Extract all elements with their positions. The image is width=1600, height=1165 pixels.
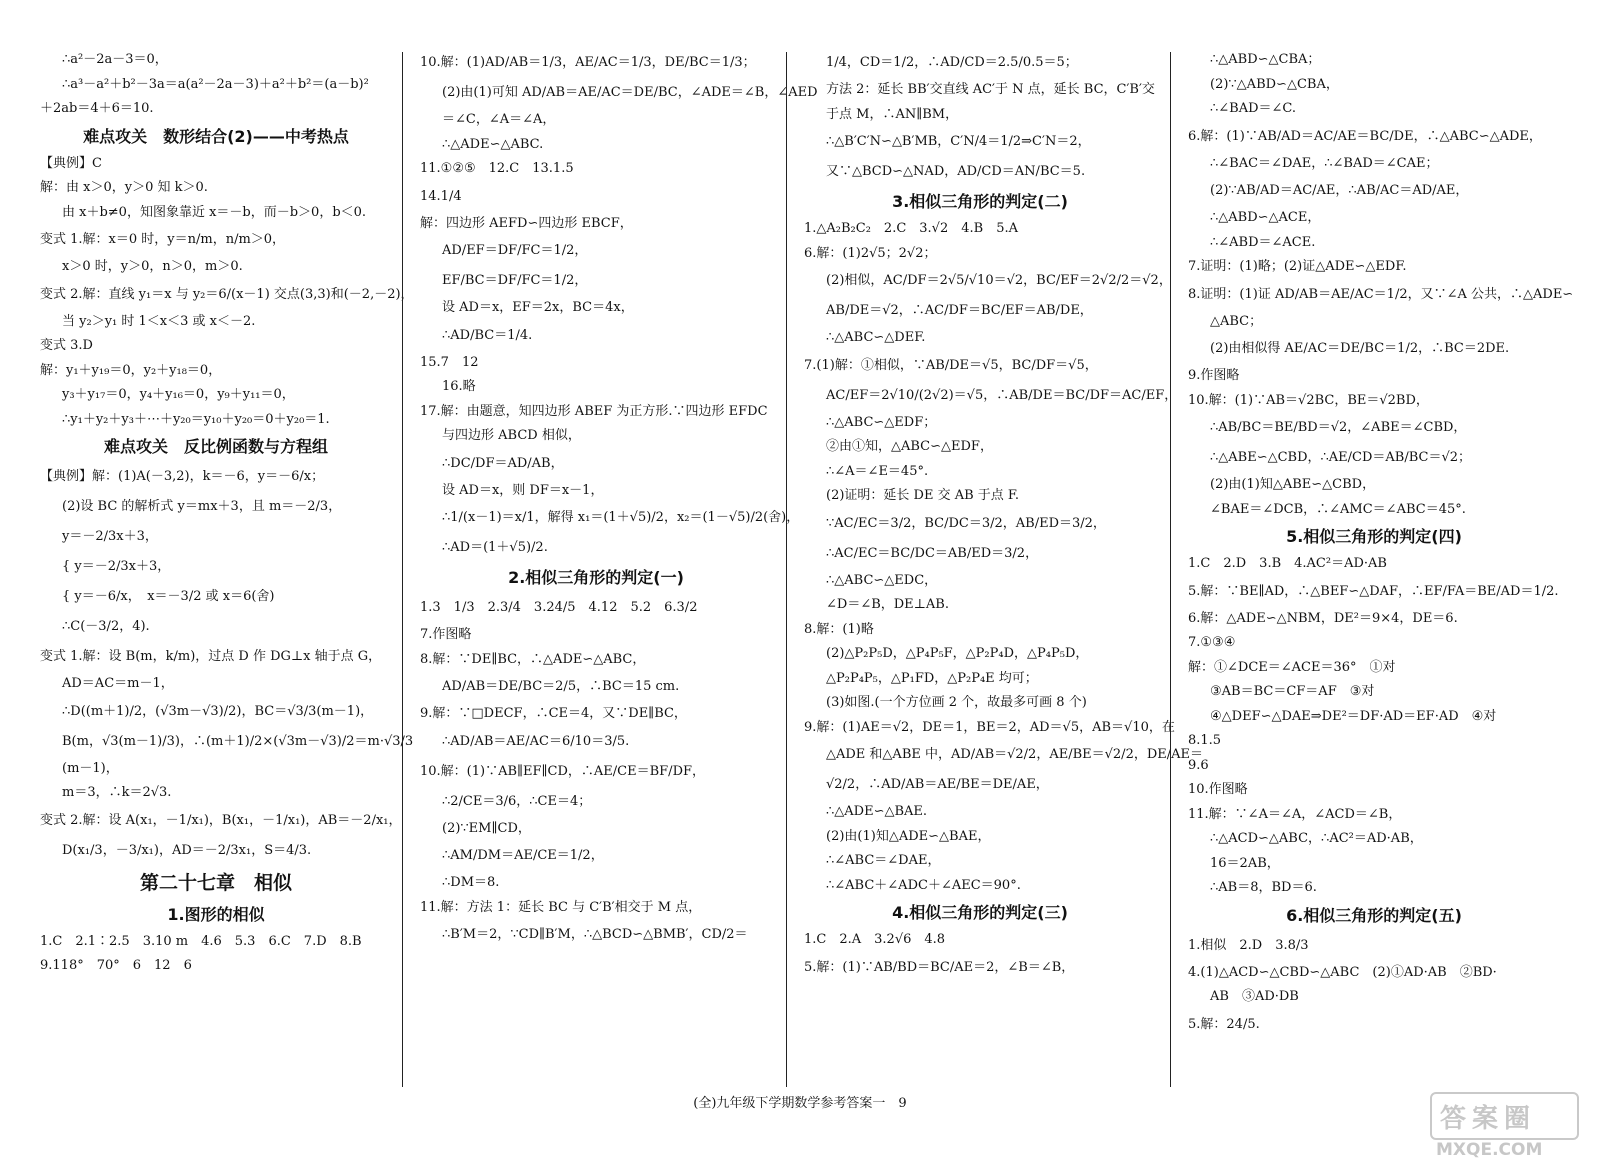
- answer-line: △ADE 和△ABE 中，AD/AB＝√2/2，AE/BE＝√2/2，DE/AE＝: [826, 747, 1204, 762]
- answer-line: x＞0 时，y＞0，n＞0，m＞0.: [62, 259, 243, 274]
- answer-line: ∴△ABD∽△ACE，: [1210, 210, 1321, 225]
- answer-line: ∴∠BAD＝∠C.: [1210, 101, 1297, 116]
- answer-line: 【典例】C: [40, 155, 102, 171]
- answer-line: 7.作图略: [420, 627, 472, 642]
- answer-line: 变式 1.解：设 B(m，k/m)，过点 D 作 DG⊥x 轴于点 G，: [40, 649, 382, 664]
- answer-line: ∠D＝∠B，DE⊥AB.: [826, 597, 949, 612]
- answer-line: 1.△A₂B₂C₂ 2.C 3.√2 4.B 5.A: [804, 221, 1018, 236]
- answer-line: 10.解：(1)∵AB＝√2BC，BE＝√2BD，: [1188, 392, 1429, 408]
- answer-line: 由 x＋b≠0，知图象靠近 x＝－b，而－b＞0，b＜0.: [62, 204, 367, 220]
- answer-line: ∴DC/DF＝AD/AB，: [442, 455, 564, 471]
- answer-line: AB ③AD·DB: [1210, 989, 1299, 1004]
- answer-line: 与四边形 ABCD 相似，: [442, 428, 581, 443]
- answer-line: (2)△P₂P₅D，△P₄P₅F，△P₂P₄D，△P₄P₅D，: [826, 646, 1089, 661]
- answer-line: △P₂P₄P₅，△P₁FD，△P₂P₄E 均可；: [826, 670, 1038, 686]
- answer-line: (2)证明：延长 DE 交 AB 于点 F.: [826, 488, 1020, 503]
- answer-line: 8.解：∵DE∥BC，∴△ADE∽△ABC，: [420, 651, 646, 667]
- answer-line: 1/4，CD＝1/2，∴AD/CD＝2.5/0.5＝5；: [826, 55, 1078, 70]
- answer-line: ∴a³－a²＋b²－3a＝a(a²－2a－3)＋a²＋b²＝(a－b)²: [62, 76, 369, 92]
- section-heading: 5.相似三角形的判定(四): [1286, 527, 1462, 546]
- answer-line: 11.解：∵∠A＝∠A，∠ACD＝∠B，: [1188, 806, 1402, 822]
- answer-line: 8.证明：(1)证 AD/AB＝AE/AC＝1/2，又∵∠A 公共，∴△ADE∽: [1188, 286, 1574, 302]
- answer-line: m＝3，∴k＝2√3.: [62, 785, 172, 800]
- answer-line: 解：y₁＋y₁₉＝0，y₂＋y₁₈＝0，: [40, 362, 222, 378]
- answer-line: 解：由 x＞0，y＞0 知 k＞0.: [40, 180, 208, 195]
- answer-line: (2)∵AB/AD＝AC/AE，∴AB/AC＝AD/AE，: [1210, 183, 1469, 198]
- answer-line: 变式 2.解：设 A(x₁，－1/x₁)，B(x₁，－1/x₁)，AB＝－2/x₁，: [40, 812, 402, 828]
- answer-line: AC/EF＝2√10/(2√2)＝√5，∴AB/DE＝BC/DF＝AC/EF，: [826, 387, 1178, 403]
- answer-line: √2/2，∴AD/AB＝AE/BE＝DE/AE，: [826, 777, 1049, 792]
- answer-line: ∵AC/EC＝3/2，BC/DC＝3/2，AB/ED＝3/2，: [826, 515, 1106, 531]
- section-heading: 难点攻关 数形结合(2)——中考热点: [83, 126, 349, 146]
- answer-line: ∴DM＝8.: [442, 875, 500, 890]
- answer-line: AD＝AC＝m－1，: [62, 676, 174, 691]
- column-2: [420, 48, 818, 1088]
- answer-line: EF/BC＝DF/FC＝1/2，: [442, 273, 588, 288]
- column-1: [40, 48, 414, 1088]
- answer-line: 1.C 2.A 3.2√6 4.8: [804, 932, 946, 947]
- answer-line: 变式 1.解：x＝0 时，y＝n/m，n/m＞0，: [40, 232, 286, 247]
- answer-line: ∴△ABD∽△CBA；: [1210, 52, 1321, 67]
- answer-line: 16.略: [442, 379, 476, 394]
- answer-line: ②由①知，△ABC∽△EDF，: [826, 439, 993, 454]
- answer-line: 17.解：由题意，知四边形 ABEF 为正方形.∵四边形 EFDC: [420, 403, 768, 419]
- column-divider: [786, 52, 787, 1087]
- column-4: [1188, 48, 1574, 1088]
- answer-line: (2)由相似得 AE/AC＝DE/BC＝1/2，∴BC＝2DE.: [1210, 341, 1510, 356]
- answer-line: ∴△ADE∽△BAE.: [826, 804, 928, 819]
- answer-line: 5.解：∵BE∥AD，∴△BEF∽△DAF，∴EF/FA＝BE/AD＝1/2.: [1188, 583, 1559, 599]
- answer-line: ∴△ACD∽△ABC，∴AC²＝AD·AB，: [1210, 831, 1423, 846]
- answer-line: ∴y₁＋y₂＋y₃＋⋯＋y₂₀＝y₁₀＋y₂₀＝0＋y₂₀＝1.: [62, 411, 330, 427]
- answer-line: 设 AD＝x，则 DF＝x－1，: [442, 482, 604, 498]
- answer-line: (2)∵△ABD∽△CBA，: [1210, 76, 1339, 92]
- section-heading: 1.图形的相似: [167, 904, 265, 924]
- answer-line: ∴D((m＋1)/2，(√3m－√3)/2)，BC＝√3/3(m－1)，: [62, 703, 374, 719]
- column-divider: [1170, 52, 1171, 1087]
- answer-line: ∴△B′C′N∽△B′MB，C′N/4＝1/2⇒C′N＝2，: [826, 134, 1091, 149]
- answer-line: 10.解：(1)∵AB∥EF∥CD，∴AE/CE＝BF/DF，: [420, 763, 706, 779]
- answer-line: ∴C(－3/2，4).: [62, 619, 150, 634]
- answer-line: y₃＋y₁₇＝0，y₄＋y₁₆＝0，y₉＋y₁₁＝0，: [62, 387, 295, 402]
- answer-line: 变式 2.解：直线 y₁＝x 与 y₂＝6/(x－1) 交点(3,3)和(－2,－2)，: [40, 286, 414, 302]
- section-heading: 2.相似三角形的判定(一): [508, 568, 684, 587]
- answer-line: 7.(1)解：①相似，∵AB/DE＝√5，BC/DF＝√5，: [804, 357, 1098, 373]
- answer-line: 解：①∠DCE＝∠ACE＝36° ①对: [1188, 659, 1396, 675]
- answer-line: 11.①②⑤ 12.C 13.1.5: [420, 161, 574, 176]
- answer-line: AB/DE＝√2，∴AC/DF＝BC/EF＝AB/DE，: [826, 303, 1093, 318]
- answer-line: 9.解：∵□DECF，∴CE＝4，又∵DE∥BC，: [420, 706, 687, 721]
- answer-line: ∴a²－2a－3＝0，: [62, 52, 168, 67]
- answer-line: 变式 3.D: [40, 338, 93, 353]
- section-heading: 3.相似三角形的判定(二): [892, 192, 1068, 211]
- section-heading: 4.相似三角形的判定(三): [892, 903, 1068, 922]
- answer-line: ∴∠ABC＋∠ADC＋∠AEC＝90°.: [826, 877, 1021, 893]
- answer-line: (2)由(1)可知 AD/AB＝AE/AC＝DE/BC，∠ADE＝∠B，∠AED: [442, 85, 818, 100]
- answer-line: ∴∠A＝∠E＝45°.: [826, 463, 929, 479]
- answer-line: (2)∵EM∥CD，: [442, 820, 531, 836]
- section-heading: 6.相似三角形的判定(五): [1286, 905, 1462, 925]
- answer-line: ③AB＝BC＝CF＝AF ③对: [1210, 684, 1375, 699]
- answer-line: (m－1)，: [62, 760, 119, 776]
- answer-line: 1.3 1/3 2.3/4 3.24/5 4.12 5.2 6.3/2: [420, 600, 698, 615]
- answer-line: ∴2/CE＝3/6，∴CE＝4；: [442, 793, 592, 809]
- answer-line: ∴AD/AB＝AE/AC＝6/10＝3/5.: [442, 733, 630, 749]
- answer-line: ∴△ADE∽△ABC.: [442, 136, 544, 152]
- answer-line: 9.6: [1188, 757, 1209, 773]
- section-heading: 难点攻关 反比例函数与方程组: [103, 437, 328, 456]
- answer-line: 10.作图略: [1188, 782, 1248, 797]
- answer-line: ∴∠ABC＝∠DAE，: [826, 853, 941, 868]
- answer-line: 当 y₂＞y₁ 时 1＜x＜3 或 x＜－2.: [62, 313, 256, 329]
- answer-line: (2)相似，AC/DF＝2√5/√10＝√2，BC/EF＝2√2/2＝√2，: [826, 273, 1172, 288]
- answer-line: 7.证明：(1)略；(2)证△ADE∽△EDF.: [1188, 259, 1407, 274]
- answer-line: 1.相似 2.D 3.8/3: [1188, 937, 1309, 953]
- answer-line: 8.1.5: [1188, 733, 1222, 748]
- answer-line: 10.解：(1)AD/AB＝1/3，AE/AC＝1/3，DE/BC＝1/3；: [420, 55, 756, 70]
- watermark-text: 答案圈: [1440, 1104, 1537, 1134]
- answer-line: { y＝－6/x， x＝－3/2 或 x＝6(舍): [62, 589, 275, 604]
- answer-line: (2)由(1)知△ABE∽△CBD，: [1210, 477, 1376, 492]
- answer-line: 1.C 2.1∶2.5 3.10 m 4.6 5.3 6.C 7.D 8.B: [40, 933, 362, 949]
- answer-line: y＝－2/3x＋3，: [62, 529, 158, 544]
- answer-line: 1.C 2.D 3.B 4.AC²＝AD·AB: [1188, 556, 1387, 571]
- answer-line: 方法 2：延长 BB′交直线 AC′于 N 点，延长 BC，C′B′交: [826, 82, 1155, 97]
- answer-line: ＋2ab＝4＋6＝10.: [40, 101, 154, 116]
- answer-line: ∴△ABE∽△CBD，∴AE/CD＝AB/BC＝√2；: [1210, 450, 1472, 465]
- answer-line: 11.解：方法 1：延长 BC 与 C′B′相交于 M 点，: [420, 899, 702, 915]
- answer-line: 9.解：(1)AE＝√2，DE＝1，BE＝2，AD＝√5，AB＝√10，在: [804, 719, 1175, 735]
- answer-line: ∴AD＝(1＋√5)/2.: [442, 540, 548, 555]
- answer-line: ∴△ABC∽△EDC，: [826, 572, 938, 588]
- answer-line: 4.(1)△ACD∽△CBD∽△ABC (2)①AD·AB ②BD·: [1188, 964, 1497, 980]
- answer-line: ④△DEF∽△DAE⇒DE²＝DF·AD＝EF·AD ④对: [1210, 708, 1497, 724]
- answer-line: ∴AB/BC＝BE/BD＝√2，∠ABE＝∠CBD，: [1210, 420, 1467, 435]
- answer-line: 于点 M，∴AN∥BM，: [826, 106, 959, 122]
- answer-line: 9.作图略: [1188, 368, 1240, 383]
- answer-line: B(m，√3(m－1)/3)，∴(m＋1)/2×(√3m－√3)/2＝m·√3/3: [62, 733, 414, 749]
- answer-line: ∴AC/EC＝BC/DC＝AB/ED＝3/2，: [826, 545, 1039, 561]
- answer-line: 6.解：△ADE∽△NBM，DE²＝9×4，DE＝6.: [1188, 610, 1458, 626]
- answer-line: ∴△ABC∽△DEF.: [826, 330, 926, 345]
- answer-line: ∴△ABC∽△EDF；: [826, 414, 937, 430]
- answer-line: 9.118° 70° 6 12 6: [40, 958, 192, 973]
- answer-line: ∴∠ABD＝∠ACE.: [1210, 234, 1316, 250]
- answer-line: ∴AM/DM＝AE/CE＝1/2，: [442, 848, 604, 863]
- answer-line: △ABC；: [1210, 313, 1263, 329]
- watermark-url: MXQE.COM: [1436, 1140, 1543, 1160]
- answer-line: 设 AD＝x，EF＝2x，BC＝4x，: [442, 300, 634, 315]
- answer-line: 5.解：(1)∵AB/BD＝BC/AE＝2，∠B＝∠B，: [804, 959, 1075, 975]
- answer-line: ＝∠C，∠A＝∠A，: [442, 112, 556, 127]
- column-divider: [402, 52, 403, 1087]
- answer-line: 8.解：(1)略: [804, 621, 874, 637]
- page-footer: (全)九年级下学期数学参考答案一 9: [693, 1096, 907, 1111]
- watermark-logo: [1430, 1092, 1580, 1162]
- answer-line: ∠BAE＝∠DCB，∴∠AMC＝∠ABC＝45°.: [1210, 501, 1466, 517]
- answer-line: ∴AB＝8，BD＝6.: [1210, 880, 1317, 895]
- answer-line: AD/EF＝DF/FC＝1/2，: [442, 243, 588, 258]
- answer-line: ∴AD/BC＝1/4.: [442, 327, 533, 343]
- answer-line: ∴1/(x－1)＝x/1，解得 x₁＝(1＋√5)/2，x₂＝(1－√5)/2(舍)，: [442, 510, 800, 525]
- answer-line: 7.①③④: [1188, 635, 1236, 650]
- answer-line: { y＝－2/3x＋3，: [62, 559, 171, 574]
- answer-line: 【典例】解：(1)A(－3,2)，k＝－6，y＝－6/x；: [40, 469, 325, 484]
- answer-line: 解：四边形 AEFD∽四边形 EBCF，: [420, 215, 633, 231]
- answer-line: 16＝2AB，: [1210, 855, 1280, 871]
- answer-line: (3)如图.(一个方位画 2 个，故最多可画 8 个): [826, 695, 1087, 710]
- answer-line: AD/AB＝DE/BC＝2/5，∴BC＝15 cm.: [442, 679, 680, 694]
- answer-line: 6.解：(1)2√5；2√2；: [804, 245, 937, 261]
- answer-line: D(x₁/3，－3/x₁)，AD＝－2/3x₁，S＝4/3.: [62, 842, 312, 858]
- answer-line: (2)设 BC 的解析式 y＝mx＋3，且 m＝－2/3，: [62, 499, 342, 514]
- answer-line: 5.解：24/5.: [1188, 1016, 1260, 1032]
- answer-line: 又∵△BCD∽△NAD，AD/CD＝AN/BC＝5.: [826, 164, 1086, 179]
- answer-line: ∴B′M＝2，∵CD∥B′M，∴△BCD∽△BMB′，CD/2＝: [442, 927, 748, 942]
- answer-line: 6.解：(1)∵AB/AD＝AC/AE＝BC/DE，∴△ABC∽△ADE，: [1188, 128, 1542, 144]
- chapter-heading: 第二十七章 相似: [139, 871, 292, 894]
- answer-line: 15.7 12: [420, 354, 479, 370]
- answer-line: 14.1/4: [420, 188, 462, 204]
- answer-line: ∴∠BAC＝∠DAE，∴∠BAD＝∠CAE；: [1210, 155, 1439, 171]
- answer-line: (2)由(1)知△ADE∽△BAE，: [826, 828, 991, 844]
